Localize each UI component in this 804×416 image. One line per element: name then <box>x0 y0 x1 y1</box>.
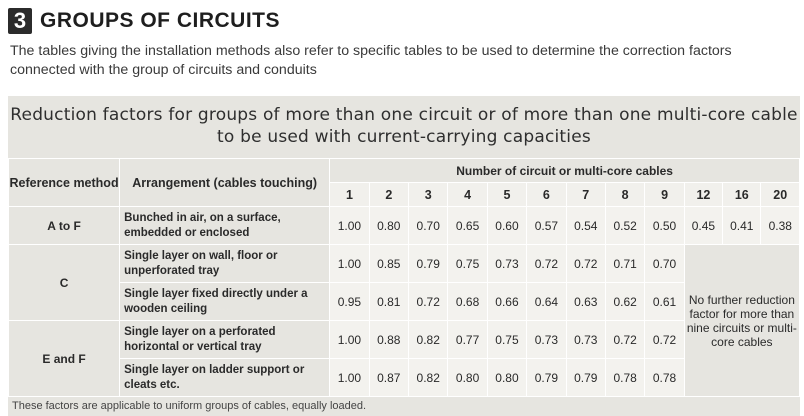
value-cell: 0.41 <box>723 207 761 245</box>
value-cell: 0.72 <box>527 245 566 283</box>
value-cell: 0.60 <box>487 207 526 245</box>
value-cell: 0.82 <box>409 321 448 359</box>
value-cell: 0.72 <box>605 321 644 359</box>
table-title <box>8 104 800 148</box>
value-cell: 1.00 <box>330 321 369 359</box>
table-row <box>9 283 800 321</box>
column-header: 4 <box>448 183 487 207</box>
value-cell: 0.79 <box>527 359 566 397</box>
value-cell: 1.00 <box>330 359 369 397</box>
value-cell: 0.63 <box>566 283 605 321</box>
reference-cell: C <box>9 245 120 321</box>
arrangement-cell: Single layer fixed directly under a wooden ceiling <box>120 283 330 321</box>
column-header: 2 <box>369 183 408 207</box>
value-cell: 0.71 <box>605 245 644 283</box>
value-cell: 0.70 <box>645 245 684 283</box>
value-cell: 0.75 <box>487 321 526 359</box>
value-cell: 0.73 <box>527 321 566 359</box>
column-header: 9 <box>645 183 684 207</box>
value-cell: 0.75 <box>448 245 487 283</box>
value-cell: 0.87 <box>369 359 408 397</box>
reduction-factor-panel <box>8 96 800 416</box>
reference-method-header: Reference method <box>9 159 120 207</box>
reduction-factor-table <box>8 158 800 397</box>
table-row <box>9 359 800 397</box>
value-cell: 0.80 <box>448 359 487 397</box>
value-cell: 0.61 <box>645 283 684 321</box>
value-cell: 0.79 <box>566 359 605 397</box>
value-cell: 0.77 <box>448 321 487 359</box>
table-row <box>9 245 800 283</box>
column-header: 1 <box>330 183 369 207</box>
value-cell: 0.50 <box>645 207 684 245</box>
column-header: 16 <box>723 183 761 207</box>
value-cell: 0.54 <box>566 207 605 245</box>
column-header: 12 <box>684 183 722 207</box>
value-cell: 0.72 <box>566 245 605 283</box>
arrangement-cell: Single layer on ladder support or cleats etc. <box>120 359 330 397</box>
number-of-circuits-header: Number of circuit or multi-core cables <box>330 159 800 183</box>
value-cell: 0.72 <box>409 283 448 321</box>
reference-cell: E and F <box>9 321 120 397</box>
footer-note-partial: These factors are applicable to uniform groups of cables, equally loaded. <box>12 400 367 412</box>
intro-paragraph: The tables giving the installation methods also refer to specific tables to be used to determine the correction factors connected with the group of circuits and conduits <box>10 43 732 78</box>
value-cell: 0.52 <box>605 207 644 245</box>
value-cell: 0.45 <box>684 207 722 245</box>
value-cell: 0.66 <box>487 283 526 321</box>
value-cell: 0.95 <box>330 283 369 321</box>
value-cell: 0.68 <box>448 283 487 321</box>
value-cell: 0.57 <box>527 207 566 245</box>
column-header: 7 <box>566 183 605 207</box>
value-cell: 0.70 <box>409 207 448 245</box>
value-cell: 0.73 <box>487 245 526 283</box>
value-cell: 0.73 <box>566 321 605 359</box>
value-cell: 0.88 <box>369 321 408 359</box>
section-title: GROUPS OF CIRCUITS <box>40 9 281 32</box>
value-cell: 0.38 <box>761 207 800 245</box>
table-title-line-2: to be used with current-carrying capacities <box>217 127 591 147</box>
column-header: 5 <box>487 183 526 207</box>
column-header: 20 <box>761 183 800 207</box>
section-heading <box>8 6 280 36</box>
value-cell: 0.82 <box>409 359 448 397</box>
value-cell: 0.81 <box>369 283 408 321</box>
reference-cell: A to F <box>9 207 120 245</box>
no-further-reduction-note: No further reduction factor for more than nine circuits or multi-core cables <box>684 245 799 397</box>
value-cell: 0.72 <box>645 321 684 359</box>
value-cell: 0.78 <box>605 359 644 397</box>
value-cell: 0.80 <box>487 359 526 397</box>
value-cell: 0.79 <box>409 245 448 283</box>
value-cell: 1.00 <box>330 245 369 283</box>
table-title-line-1: Reduction factors for groups of more than one circuit or of more than one multi-core cable <box>10 105 798 125</box>
arrangement-cell: Single layer on a perforated horizontal or vertical tray <box>120 321 330 359</box>
column-header: 8 <box>605 183 644 207</box>
arrangement-cell: Bunched in air, on a surface, embedded or enclosed <box>120 207 330 245</box>
value-cell: 0.85 <box>369 245 408 283</box>
value-cell: 0.64 <box>527 283 566 321</box>
column-header: 3 <box>409 183 448 207</box>
value-cell: 1.00 <box>330 207 369 245</box>
section-number-badge: 3 <box>8 8 32 34</box>
table-row <box>9 207 800 245</box>
column-header: 6 <box>527 183 566 207</box>
value-cell: 0.62 <box>605 283 644 321</box>
arrangement-header: Arrangement (cables touching) <box>120 159 330 207</box>
value-cell: 0.65 <box>448 207 487 245</box>
table-row <box>9 321 800 359</box>
arrangement-cell: Single layer on wall, floor or unperforated tray <box>120 245 330 283</box>
value-cell: 0.78 <box>645 359 684 397</box>
value-cell: 0.80 <box>369 207 408 245</box>
